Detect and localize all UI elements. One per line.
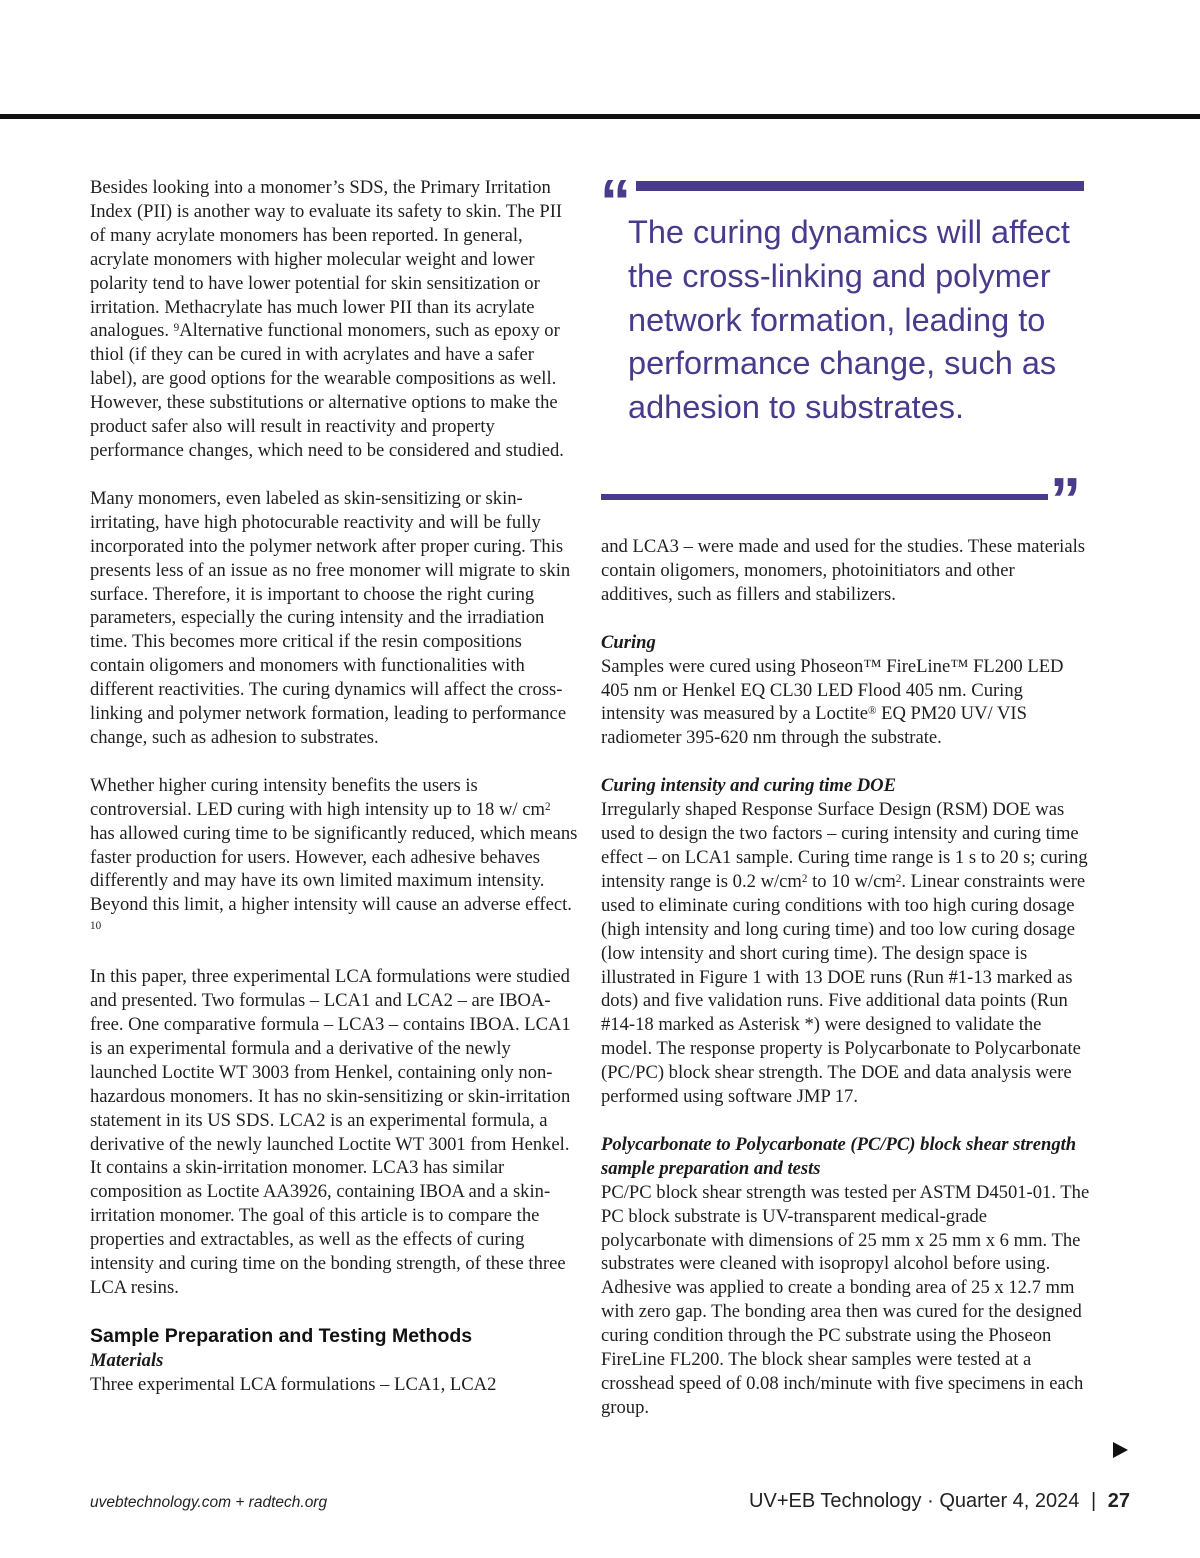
paragraph-pii <box>90 176 578 463</box>
close-quote-icon: ” <box>1050 466 1077 535</box>
curing-text <box>601 655 1091 751</box>
paragraph-pii-text: Besides looking into a monomer’s SDS, the Primary Irritation Index (PII) is another way to evaluate its safety to skin. The PII of many acrylate monomers has been reported. In general, acrylate monomers with higher molecular weight and lower polarity tend to have lower potential for skin sensitization or irritation. Methacrylate has much lower PII than its acrylate analogues. <box>90 177 563 342</box>
pcpc-heading: Polycarbonate to Polycarbonate (PC/PC) block shear strength sample preparation and tests <box>601 1133 1077 1179</box>
paragraph-intensity <box>90 774 578 941</box>
paragraph-intensity-b: has allowed curing time to be significantly reduced, which means faster production for users. However, each adhesive behaves differently and may have its own limited maximum intensity. Beyond this limit, a higher intensity will cause an adverse effect. <box>90 822 578 916</box>
curing-heading: Curing <box>601 631 656 653</box>
left-column <box>90 176 578 1397</box>
doe-superscript-1: 2 <box>801 872 808 885</box>
pull-quote-top-bar <box>636 181 1084 191</box>
next-page-arrow-icon[interactable] <box>1113 1442 1128 1458</box>
paragraph-monomers: Many monomers, even labeled as skin-sensitizing or skin-irritating, have high photocurable reactivity and will be fully incorporated into the polymer network after proper curing. This presents less of an issue as no free monomer will migrate to skin surface. Therefore, it is important to choose the right curing parameters, especially the curing intensity and the irradiation time. This becomes more critical if the resin compositions contain oligomers and monomers with functionalities with different reactivities. The curing dynamics will affect the cross-linking and polymer network formation, leading to performance change, such as adhesion to substrates. <box>90 487 571 748</box>
footer-publication: UV+EB Technology · Quarter 4, 2024 <box>749 1490 1080 1512</box>
paragraph-pii-cont: Alternative functional monomers, such as epoxy or thiol (if they can be cured in with acrylates and have a safer label), are good options for the wearable compositions as well. However, these substitutions or alternative options to make the product safer also will result in reactivity and property performance changes, which need to be considered and studied. <box>90 320 564 461</box>
paragraph-formulations: In this paper, three experimental LCA formulations were studied and presented. Two formulas – LCA1 and LCA2 – are IBOA-free. One comparative formula – LCA3 – contains IBOA. LCA1 is an experimental formula and a derivative of the newly launched Loctite WT 3003 from Henkel, containing only non-hazardous monomers. It has no skin-sensitizing or skin-irritation statement in its US SDS. LCA2 is an experimental formula, a derivative of the newly launched Loctite WT 3001 from Henkel. It contains a skin-irritation monomer. LCA3 has similar composition as Loctite AA3926, containing IBOA and a skin-irritation monomer. The goal of this article is to compare the properties and extractables, as well as the effects of curing intensity and curing time on the bonding strength, of these three LCA resins. <box>90 966 571 1298</box>
pull-quote-text: The curing dynamics will affect the cross-linking and polymer network formation, leading to performance change, such as adhesion to substrates. <box>628 214 1070 426</box>
materials-text: Three experimental LCA formulations – LCA1, LCA2 <box>90 1373 497 1395</box>
header-rule <box>0 114 1200 119</box>
section-heading: Sample Preparation and Testing Methods <box>90 1324 473 1347</box>
page-number: 27 <box>1107 1490 1130 1512</box>
footer-websites: uvebtechnology.com + radtech.org <box>90 1494 328 1511</box>
pcpc-text: PC/PC block shear strength was tested per ASTM D4501-01. The PC block substrate is UV-transparent medical-grade polycarbonate with dimensions of 25 mm x 25 mm x 6 mm. The substrates were cleaned with isopropyl alcohol before using. Adhesive was applied to create a bonding area of 25 x 12.7 mm with zero gap. The bonding area then was cured for the designed curing condition through the PC substrate using the Phoseon FireLine FL200. The block shear samples were tested at a crosshead speed of 0.08 inch/minute with five specimens in each group. <box>601 1181 1090 1418</box>
paragraph-intensity-a: Whether higher curing intensity benefits the users is controversial. LED curing with high intensity up to 18 w/ cm <box>90 774 545 820</box>
curing-text-b: EQ PM20 UV/ VIS radiometer 395-620 nm through the substrate. <box>601 703 1027 749</box>
doe-superscript-2: 2 <box>895 872 902 885</box>
right-column <box>601 535 1091 1420</box>
materials-continued: and LCA3 – were made and used for the studies. These materials contain oligomers, monomers, photoinitiators and other additives, such as fillers and stabilizers. <box>601 536 1085 605</box>
doe-text-c: . Linear constraints were used to eliminate curing conditions with too high curing dosage (high intensity and long curing time) and too low curing dosage (low intensity and short curing time). The design space is illustrated in Figure 1 with 13 DOE runs (Run #1-13 marked as dots) and five validation runs. Five additional data points (Run #14-18 marked as Asterisk *) were designed to validate the model. The response property is Polycarbonate to Polycarbonate (PC/PC) block shear strength. The DOE and data analysis were performed using software JMP 17. <box>601 870 1086 1108</box>
footer-separator: | <box>1090 1490 1097 1512</box>
materials-heading: Materials <box>90 1349 164 1371</box>
doe-text-b: to 10 w/cm <box>807 870 896 892</box>
footer-publication-info <box>749 1490 1130 1513</box>
doe-text-a: Irregularly shaped Response Surface Design (RSM) DOE was used to design the two factors – curing intensity and curing time effect – on LCA1 sample. Curing time range is 1 s to 20 s; curing intensity range is 0.2 w/cm <box>601 799 1088 892</box>
reference-10: 10 <box>90 920 102 933</box>
open-quote-icon: “ <box>600 168 627 237</box>
reference-9: 9 <box>173 322 180 335</box>
registered-mark: ® <box>867 705 877 718</box>
curing-text-a: Samples were cured using Phoseon™ FireLine™ FL200 LED 405 nm or Henkel EQ CL30 LED Flood 405 nm. Curing intensity was measured by a Loctite <box>601 655 1064 725</box>
doe-text <box>601 798 1091 1109</box>
doe-heading: Curing intensity and curing time DOE <box>601 775 896 797</box>
pull-quote-bottom-bar <box>601 494 1048 500</box>
superscript-2: 2 <box>544 800 551 813</box>
